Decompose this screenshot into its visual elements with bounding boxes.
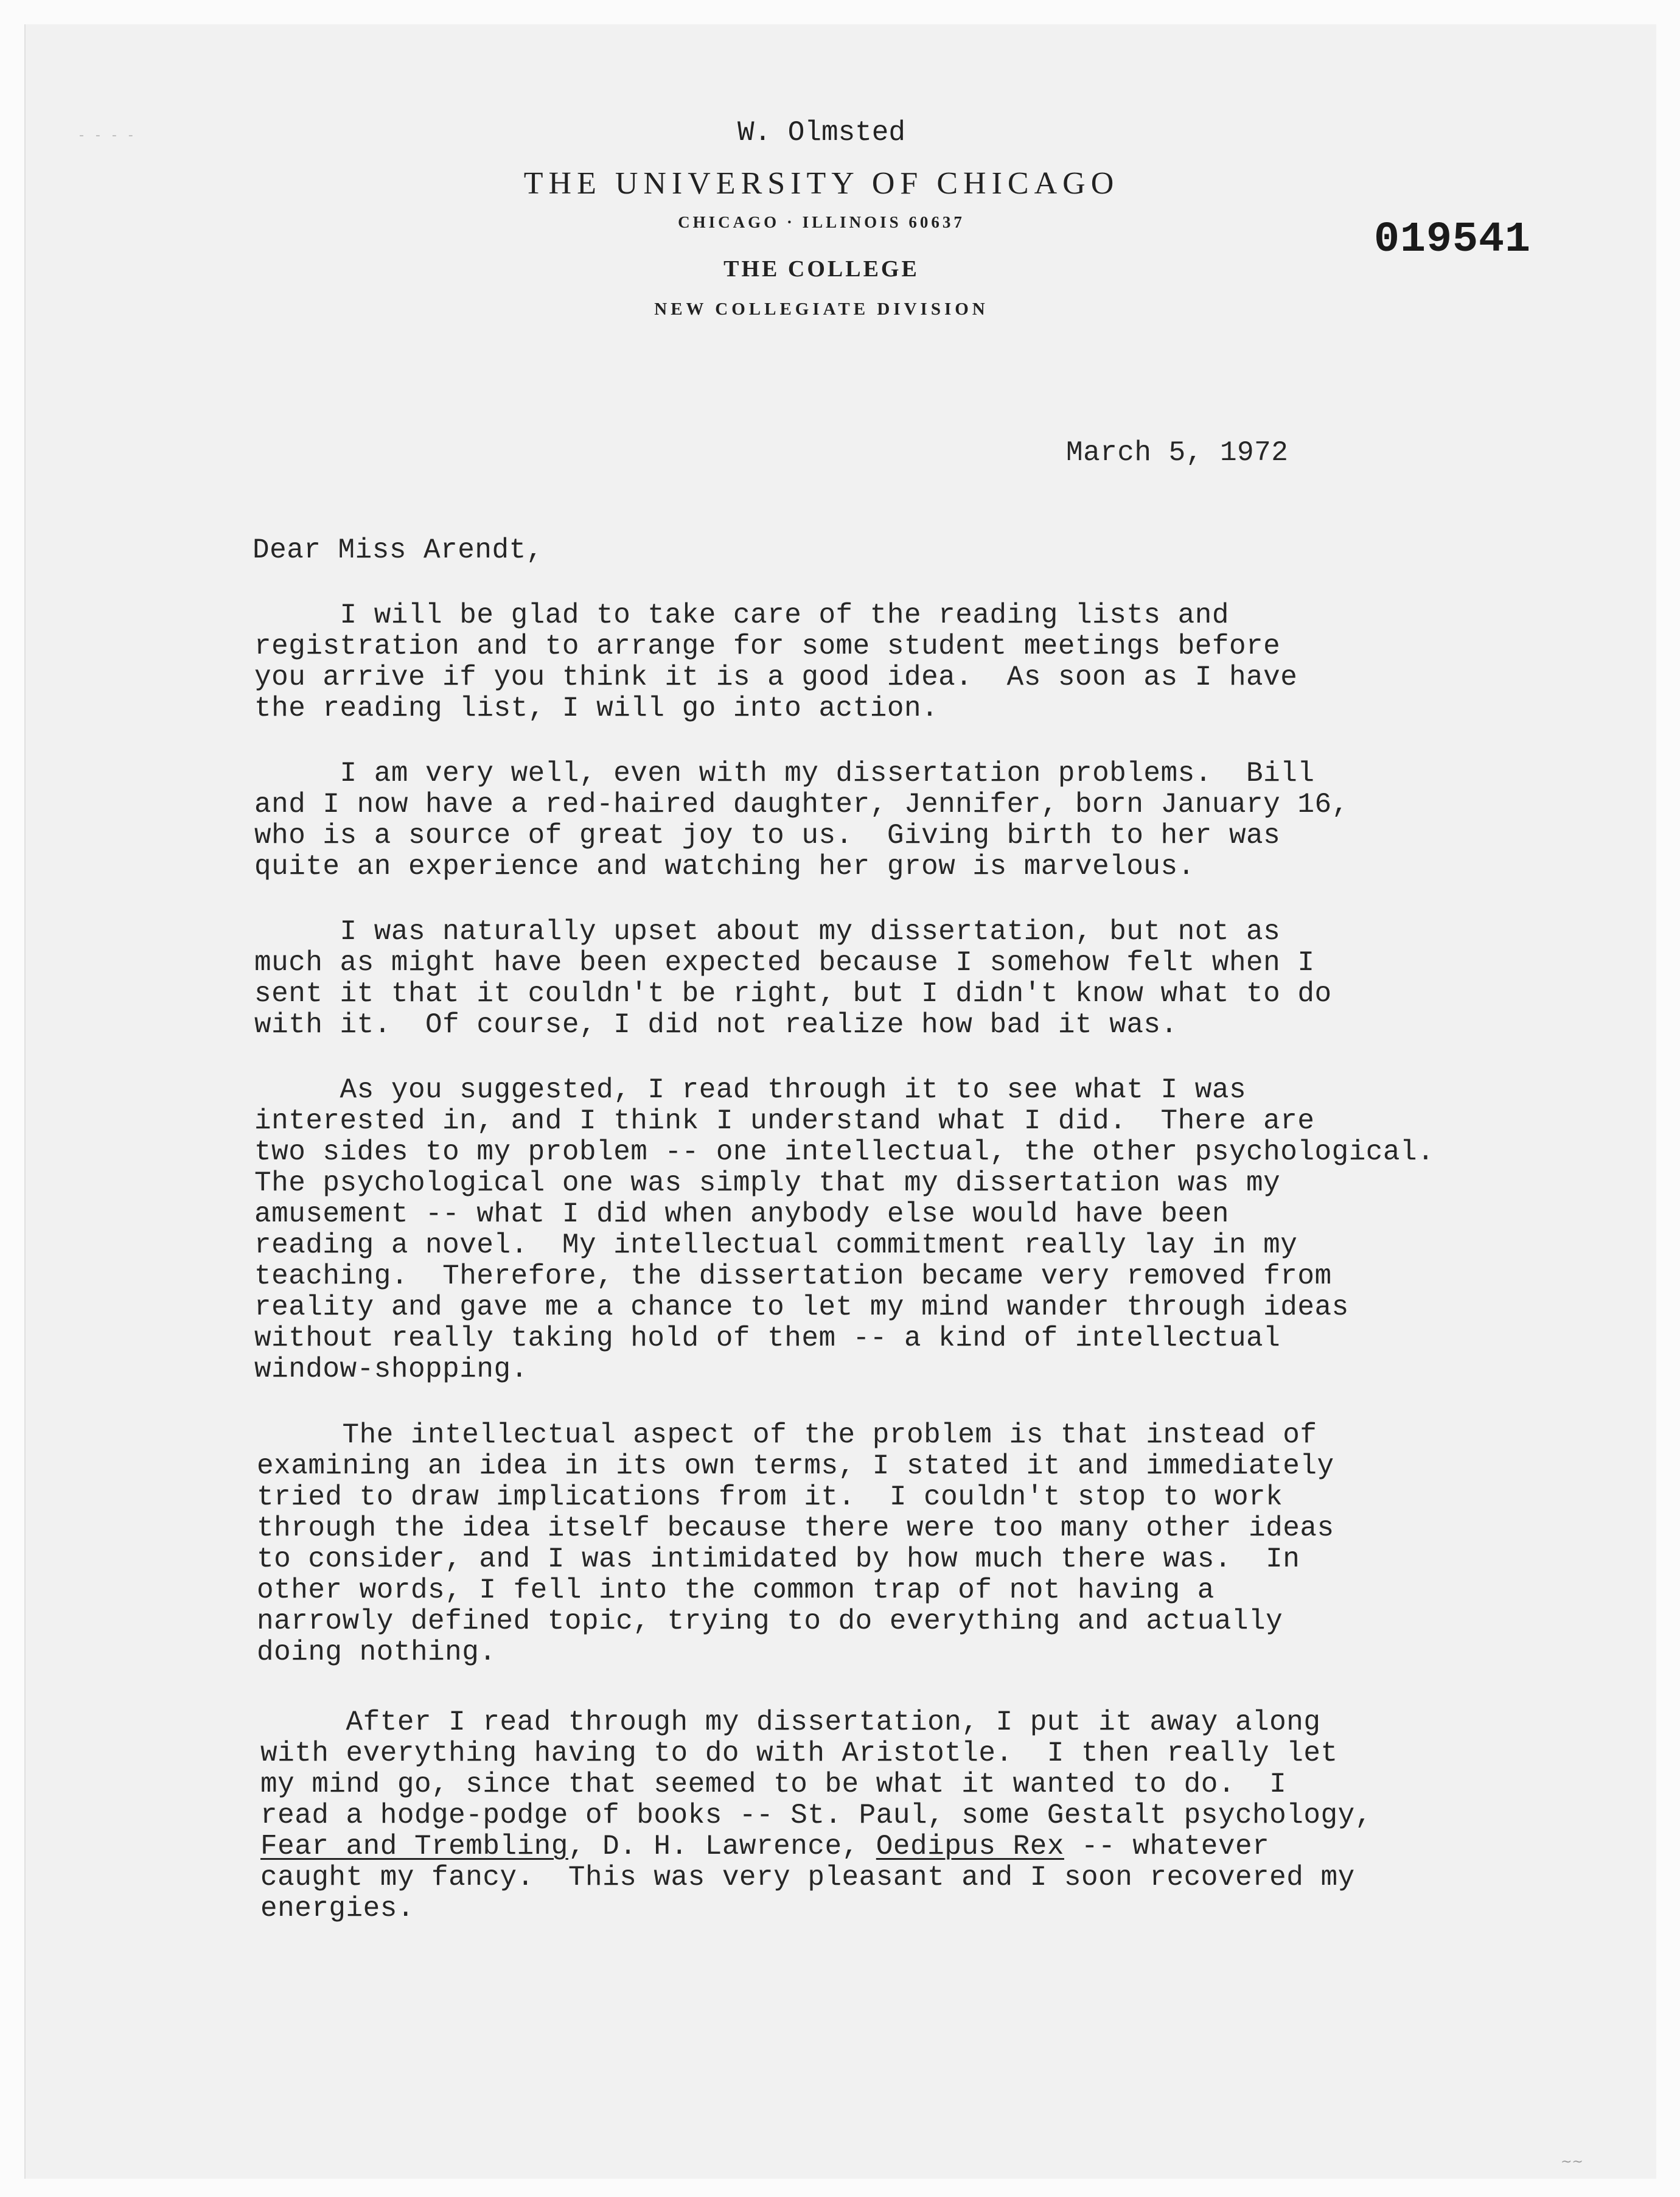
body-line: my mind go, since that seemed to be what it wanted to do. I: [260, 1769, 1287, 1800]
body-line: other words, I fell into the common trap of not having a: [257, 1574, 1215, 1606]
body-line: doing nothing.: [257, 1636, 497, 1668]
body-line: amusement -- what I did when anybody else would have been: [254, 1198, 1229, 1230]
letterhead-institution: THE UNIVERSITY OF CHICAGO: [523, 166, 1120, 201]
body-line: reading a novel. My intellectual commitment really lay in my: [254, 1229, 1298, 1261]
body-line: examining an idea in its own terms, I stated it and immediately: [257, 1450, 1334, 1482]
letterhead-college: THE COLLEGE: [723, 256, 919, 282]
body-line: I was naturally upset about my dissertation, but not as: [254, 916, 1281, 948]
body-line: narrowly defined topic, trying to do everything and actually: [257, 1605, 1283, 1637]
body-line: registration and to arrange for some student meetings before: [254, 630, 1281, 662]
body-line: two sides to my problem -- one intellectual, the other psychological.: [254, 1136, 1435, 1168]
body-line: to consider, and I was intimidated by how much there was. In: [257, 1543, 1300, 1575]
body-line: The psychological one was simply that my dissertation was my: [254, 1167, 1281, 1199]
body-line: I am very well, even with my dissertation problems. Bill: [254, 758, 1315, 789]
body-line: tried to draw implications from it. I couldn't stop to work: [257, 1481, 1283, 1513]
corner-mark: ~~: [1561, 2154, 1583, 2170]
letterhead-name: W. Olmsted: [737, 117, 906, 148]
letterhead-city: CHICAGO · ILLINOIS 60637: [678, 213, 965, 231]
body-line: energies.: [260, 1893, 414, 1924]
body-line: After I read through my dissertation, I put it away along: [260, 1706, 1321, 1738]
body-line: teaching. Therefore, the dissertation became very removed from: [254, 1260, 1332, 1292]
body-line: window-shopping.: [254, 1353, 528, 1385]
body-line: who is a source of great joy to us. Giving birth to her was: [254, 820, 1281, 851]
body-line: reality and gave me a chance to let my mind wander through ideas: [254, 1291, 1349, 1323]
body-line: much as might have been expected because I somehow felt when I: [254, 947, 1315, 979]
body-line-with-titles: [260, 1831, 1269, 1862]
underlined-title: Fear and Trembling: [260, 1831, 568, 1862]
body-line: the reading list, I will go into action.: [254, 693, 939, 724]
body-line: you arrive if you think it is a good idea. As soon as I have: [254, 662, 1298, 693]
body-line: with everything having to do with Aristotle. I then really let: [260, 1738, 1338, 1769]
body-line: I will be glad to take care of the reading lists and: [254, 599, 1229, 631]
underlined-title: Oedipus Rex: [876, 1831, 1064, 1862]
salutation: Dear Miss Arendt,: [253, 534, 543, 566]
title-separator: , D. H. Lawrence,: [568, 1831, 876, 1862]
body-line: sent it that it couldn't be right, but I didn't know what to do: [254, 978, 1332, 1010]
body-line: through the idea itself because there were too many other ideas: [257, 1512, 1334, 1544]
body-line: read a hodge-podge of books -- St. Paul, some Gestalt psychology,: [260, 1800, 1372, 1831]
letter-date: March 5, 1972: [1066, 437, 1289, 469]
body-line: quite an experience and watching her grow is marvelous.: [254, 851, 1195, 882]
body-line: As you suggested, I read through it to see what I was: [254, 1074, 1247, 1106]
pencil-mark: - - - -: [79, 128, 137, 143]
body-line: caught my fancy. This was very pleasant and I soon recovered my: [260, 1862, 1355, 1893]
body-line: interested in, and I think I understand what I did. There are: [254, 1105, 1315, 1137]
body-line: and I now have a red-haired daughter, Jennifer, born January 16,: [254, 789, 1349, 820]
document-number: 019541: [1374, 216, 1532, 264]
body-line: with it. Of course, I did not realize how bad it was.: [254, 1009, 1178, 1041]
line-rest: -- whatever: [1064, 1831, 1270, 1862]
body-line: The intellectual aspect of the problem is that instead of: [257, 1419, 1317, 1451]
body-line: without really taking hold of them -- a kind of intellectual: [254, 1322, 1281, 1354]
letterhead-division: NEW COLLEGIATE DIVISION: [654, 299, 989, 319]
